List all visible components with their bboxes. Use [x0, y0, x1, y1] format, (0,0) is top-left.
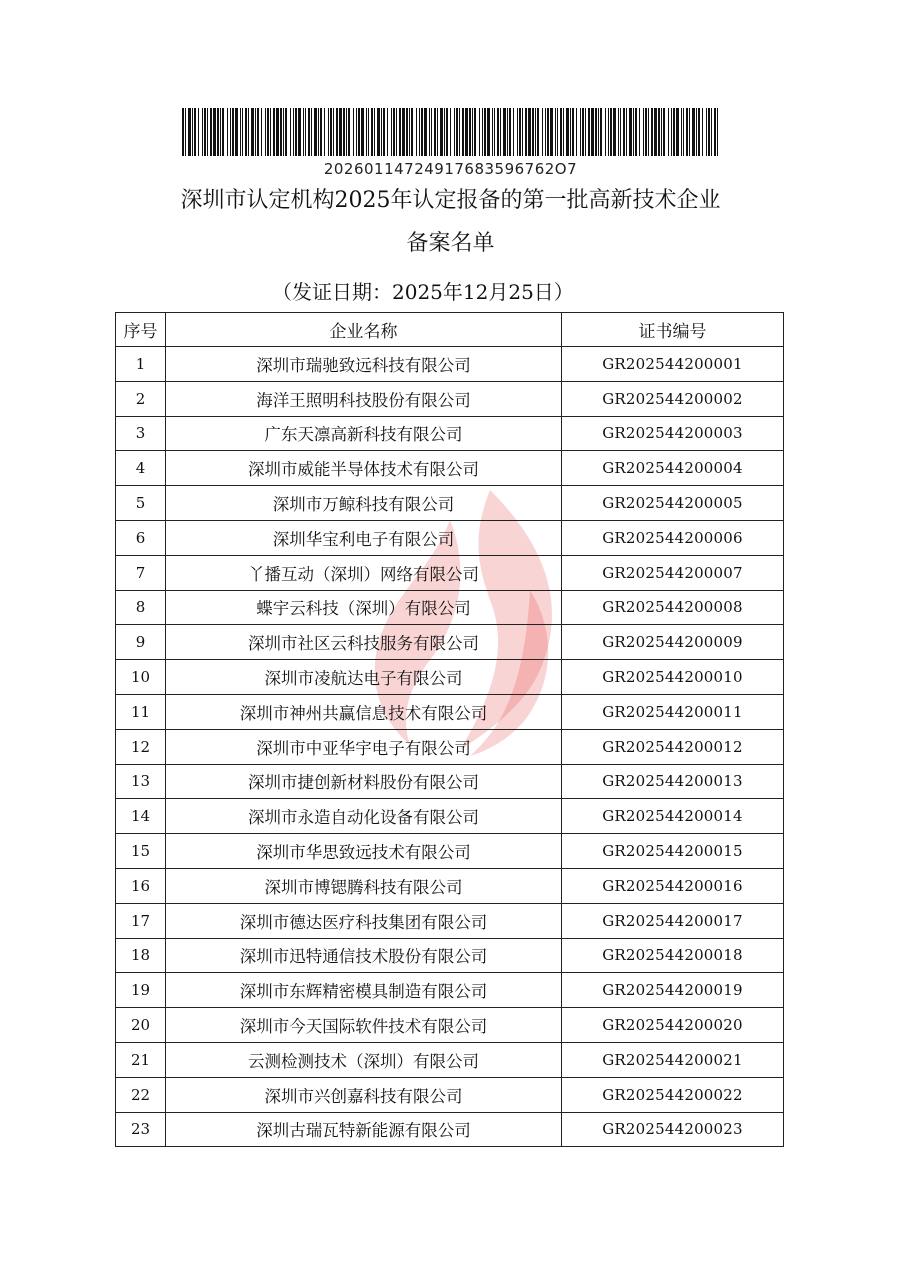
barcode-bar — [608, 108, 609, 156]
cell-serial-number: 12 — [116, 729, 166, 764]
document-title: 深圳市认定机构2025年认定报备的第一批高新技术企业 — [180, 188, 721, 213]
cell-serial-number: 2 — [116, 381, 166, 416]
cell-serial-number: 4 — [116, 451, 166, 486]
table-row — [116, 625, 784, 660]
cell-certificate-number: GR202544200020 — [562, 1008, 784, 1043]
barcode-bar — [525, 108, 527, 156]
barcode-bar — [532, 108, 534, 156]
barcode-bar — [522, 108, 523, 156]
barcode-bar — [507, 108, 508, 156]
barcode-bar — [487, 108, 490, 156]
barcode-bar — [484, 108, 486, 156]
table-row — [116, 903, 784, 938]
cell-certificate-number: GR202544200019 — [562, 973, 784, 1008]
barcode-bar — [298, 108, 301, 156]
barcode-bar — [257, 108, 259, 156]
cell-serial-number: 16 — [116, 868, 166, 903]
barcode-bar — [440, 108, 443, 156]
barcode-bar — [194, 108, 196, 156]
barcode-bar — [620, 108, 621, 156]
cell-serial-number: 1 — [116, 347, 166, 382]
table-row — [116, 729, 784, 764]
barcode-bar — [651, 108, 653, 156]
cell-serial-number: 7 — [116, 555, 166, 590]
barcode-bar — [482, 108, 483, 156]
table-row — [116, 1008, 784, 1043]
barcode-bar — [698, 108, 700, 156]
barcode-bar — [285, 108, 287, 156]
barcode-bar — [192, 108, 193, 156]
barcode-bar — [683, 108, 684, 156]
table-row — [116, 799, 784, 834]
barcode-bar — [356, 108, 357, 156]
barcode-bar — [626, 108, 627, 156]
barcode-bar — [517, 108, 518, 156]
barcode-bar — [293, 108, 294, 156]
barcode-bar — [547, 108, 549, 156]
issue-date: （发证日期：2025年12月25日） — [272, 280, 574, 304]
barcode-bar — [295, 108, 297, 156]
barcode-bar — [339, 108, 342, 156]
cell-enterprise-name: 深圳市今天国际软件技术有限公司 — [166, 1008, 562, 1043]
barcode-bar — [185, 108, 186, 156]
barcode-bar — [308, 108, 310, 156]
table-row — [116, 764, 784, 799]
barcode-bar — [717, 108, 718, 156]
cell-enterprise-name: 云测检测技术（深圳）有限公司 — [166, 1042, 562, 1077]
barcode-bar — [416, 108, 417, 156]
table-row — [116, 938, 784, 973]
barcode-bar — [411, 108, 413, 156]
barcode-bar — [276, 108, 279, 156]
barcode-bar — [576, 108, 577, 156]
table-row — [116, 1042, 784, 1077]
cell-enterprise-name: 深圳市迅特通信技术股份有限公司 — [166, 938, 562, 973]
barcode-bar — [333, 108, 334, 156]
cell-serial-number: 18 — [116, 938, 166, 973]
barcode-bar — [402, 108, 405, 156]
barcode-bar — [635, 108, 637, 156]
barcode-bar — [348, 108, 350, 156]
table-row — [116, 973, 784, 1008]
barcode-bar — [557, 108, 558, 156]
cell-certificate-number: GR202544200005 — [562, 486, 784, 521]
barcode-bar — [528, 108, 531, 156]
cell-enterprise-name: 海洋王照明科技股份有限公司 — [166, 381, 562, 416]
barcode-bar — [314, 108, 317, 156]
barcode-bar — [711, 108, 712, 156]
barcode-bar — [580, 108, 581, 156]
barcode-bar — [371, 108, 373, 156]
header-certificate-number: 证书编号 — [562, 313, 784, 347]
barcode-bar — [434, 108, 436, 156]
barcode-bar — [409, 108, 410, 156]
cell-serial-number: 15 — [116, 834, 166, 869]
cell-serial-number: 9 — [116, 625, 166, 660]
table-row — [116, 416, 784, 451]
barcode-bar — [465, 108, 468, 156]
cell-certificate-number: GR202544200021 — [562, 1042, 784, 1077]
barcode-bar — [519, 108, 521, 156]
barcode — [182, 108, 718, 156]
cell-certificate-number: GR202544200007 — [562, 555, 784, 590]
barcode-number: 20260114724917683596762O7 — [323, 160, 578, 178]
barcode-bar — [450, 108, 451, 156]
barcode-bar — [708, 108, 710, 156]
barcode-bar — [605, 108, 606, 156]
barcode-bar — [654, 108, 657, 156]
cell-enterprise-name: 深圳市华思致远技术有限公司 — [166, 834, 562, 869]
barcode-bar — [280, 108, 282, 156]
barcode-bar — [492, 108, 493, 156]
barcode-bar — [563, 108, 564, 156]
cell-enterprise-name: 深圳市瑞驰致远科技有限公司 — [166, 347, 562, 382]
cell-serial-number: 10 — [116, 660, 166, 695]
barcode-bar — [222, 108, 224, 156]
barcode-bar — [366, 108, 367, 156]
barcode-bar — [353, 108, 354, 156]
barcode-bar — [346, 108, 347, 156]
barcode-bar — [265, 108, 266, 156]
table-row — [116, 451, 784, 486]
barcode-bar — [290, 108, 291, 156]
barcode-bar — [681, 108, 682, 156]
barcode-bar — [591, 108, 594, 156]
barcode-bar — [509, 108, 511, 156]
cell-certificate-number: GR202544200003 — [562, 416, 784, 451]
cell-enterprise-name: 深圳市德达医疗科技集团有限公司 — [166, 903, 562, 938]
cell-certificate-number: GR202544200008 — [562, 590, 784, 625]
cell-enterprise-name: 深圳市万鲸科技有限公司 — [166, 486, 562, 521]
barcode-bar — [242, 108, 243, 156]
barcode-bar — [595, 108, 597, 156]
table-row — [116, 486, 784, 521]
barcode-bar — [387, 108, 388, 156]
barcode-bar — [381, 108, 382, 156]
barcode-bar — [431, 108, 432, 156]
barcode-bar — [673, 108, 675, 156]
barcode-bar — [629, 108, 632, 156]
barcode-bar — [600, 108, 602, 156]
barcode-bar — [273, 108, 275, 156]
barcode-bar — [210, 108, 212, 156]
barcode-bar — [361, 108, 364, 156]
cell-serial-number: 20 — [116, 1008, 166, 1043]
table-row — [116, 694, 784, 729]
table-row — [116, 520, 784, 555]
barcode-bar — [456, 108, 458, 156]
barcode-bar — [240, 108, 241, 156]
barcode-bar — [437, 108, 438, 156]
barcode-bar — [658, 108, 660, 156]
cell-enterprise-name: 深圳市博锶腾科技有限公司 — [166, 868, 562, 903]
barcode-bar — [618, 108, 619, 156]
barcode-bar — [230, 108, 231, 156]
cell-serial-number: 8 — [116, 590, 166, 625]
header-serial-number: 序号 — [116, 313, 166, 347]
cell-enterprise-name: 深圳市捷创新材料股份有限公司 — [166, 764, 562, 799]
barcode-bar — [714, 108, 716, 156]
barcode-bar — [706, 108, 707, 156]
cell-certificate-number: GR202544200015 — [562, 834, 784, 869]
barcode-bar — [399, 108, 401, 156]
barcode-bar — [383, 108, 385, 156]
cell-serial-number: 23 — [116, 1112, 166, 1147]
barcode-bar — [503, 108, 506, 156]
barcode-bar — [429, 108, 430, 156]
table-header-row — [116, 313, 784, 347]
table-row — [116, 555, 784, 590]
barcode-bar — [318, 108, 319, 156]
barcode-bar — [267, 108, 269, 156]
barcode-bar — [645, 108, 647, 156]
barcode-bar — [676, 108, 679, 156]
barcode-bar — [479, 108, 480, 156]
barcode-bar — [232, 108, 234, 156]
cell-certificate-number: GR202544200009 — [562, 625, 784, 660]
cell-serial-number: 5 — [116, 486, 166, 521]
barcode-bar — [182, 108, 184, 156]
barcode-bar — [303, 108, 304, 156]
barcode-bar — [421, 108, 423, 156]
barcode-bar — [555, 108, 556, 156]
barcode-bar — [343, 108, 345, 156]
cell-certificate-number: GR202544200013 — [562, 764, 784, 799]
barcode-bar — [328, 108, 329, 156]
header-enterprise-name: 企业名称 — [166, 313, 562, 347]
cell-certificate-number: GR202544200017 — [562, 903, 784, 938]
cell-enterprise-name: 深圳市威能半导体技术有限公司 — [166, 451, 562, 486]
barcode-bar — [537, 108, 539, 156]
barcode-bar — [217, 108, 219, 156]
cell-certificate-number: GR202544200001 — [562, 347, 784, 382]
cell-enterprise-name: 深圳市东辉精密模具制造有限公司 — [166, 973, 562, 1008]
table-row — [116, 834, 784, 869]
cell-enterprise-name: 广东天凛高新科技有限公司 — [166, 416, 562, 451]
barcode-bar — [588, 108, 590, 156]
barcode-bar — [639, 108, 640, 156]
barcode-bar — [663, 108, 665, 156]
cell-certificate-number: GR202544200018 — [562, 938, 784, 973]
barcode-bar — [671, 108, 672, 156]
barcode-bar — [513, 108, 514, 156]
barcode-bar — [358, 108, 360, 156]
barcode-bar — [391, 108, 392, 156]
cell-serial-number: 14 — [116, 799, 166, 834]
barcode-bar — [424, 108, 427, 156]
barcode-bar — [550, 108, 553, 156]
barcode-bar — [572, 108, 574, 156]
cell-serial-number: 22 — [116, 1077, 166, 1112]
cell-serial-number: 17 — [116, 903, 166, 938]
barcode-bar — [643, 108, 644, 156]
barcode-graphic — [182, 108, 718, 156]
barcode-bar — [227, 108, 228, 156]
cell-enterprise-name: 深圳市社区云科技服务有限公司 — [166, 625, 562, 660]
barcode-bar — [474, 108, 476, 156]
barcode-bar — [692, 108, 695, 156]
barcode-bar — [374, 108, 375, 156]
barcode-bar — [446, 108, 448, 156]
cell-serial-number: 13 — [116, 764, 166, 799]
cell-serial-number: 21 — [116, 1042, 166, 1077]
cell-enterprise-name: 深圳市神州共赢信息技术有限公司 — [166, 694, 562, 729]
barcode-bar — [261, 108, 262, 156]
barcode-bar — [377, 108, 380, 156]
barcode-bar — [419, 108, 420, 156]
barcode-bar — [202, 108, 203, 156]
cell-certificate-number: GR202544200016 — [562, 868, 784, 903]
cell-certificate-number: GR202544200023 — [562, 1112, 784, 1147]
barcode-bar — [613, 108, 616, 156]
barcode-bar — [454, 108, 455, 156]
cell-certificate-number: GR202544200022 — [562, 1077, 784, 1112]
barcode-bar — [500, 108, 501, 156]
table-row — [116, 868, 784, 903]
cell-serial-number: 19 — [116, 973, 166, 1008]
barcode-bar — [648, 108, 649, 156]
cell-enterprise-name: 深圳市凌航达电子有限公司 — [166, 660, 562, 695]
table-row — [116, 1112, 784, 1147]
cell-certificate-number: GR202544200006 — [562, 520, 784, 555]
cell-serial-number: 11 — [116, 694, 166, 729]
table-row — [116, 590, 784, 625]
barcode-bar — [689, 108, 690, 156]
barcode-bar — [444, 108, 445, 156]
barcode-bar — [248, 108, 249, 156]
barcode-bar — [235, 108, 238, 156]
barcode-bar — [598, 108, 599, 156]
barcode-bar — [462, 108, 464, 156]
document-subtitle: 备案名单 — [406, 231, 495, 256]
barcode-bar — [686, 108, 688, 156]
barcode-bar — [368, 108, 369, 156]
enterprise-table — [115, 312, 784, 1147]
barcode-bar — [324, 108, 325, 156]
cell-enterprise-name: 蝶宇云科技（深圳）有限公司 — [166, 590, 562, 625]
barcode-bar — [198, 108, 199, 156]
barcode-bar — [336, 108, 338, 156]
cell-enterprise-name: 深圳市永造自动化设备有限公司 — [166, 799, 562, 834]
barcode-bar — [270, 108, 271, 156]
barcode-bar — [245, 108, 247, 156]
cell-enterprise-name: 丫播互动（深圳）网络有限公司 — [166, 555, 562, 590]
barcode-bar — [406, 108, 408, 156]
table-row — [116, 347, 784, 382]
barcode-bar — [610, 108, 612, 156]
barcode-bar — [661, 108, 662, 156]
barcode-bar — [535, 108, 536, 156]
cell-certificate-number: GR202544200011 — [562, 694, 784, 729]
table-row — [116, 1077, 784, 1112]
barcode-bar — [255, 108, 256, 156]
cell-certificate-number: GR202544200010 — [562, 660, 784, 695]
cell-serial-number: 6 — [116, 520, 166, 555]
barcode-bar — [393, 108, 395, 156]
barcode-bar — [494, 108, 495, 156]
barcode-bar — [566, 108, 569, 156]
barcode-bar — [283, 108, 284, 156]
barcode-bar — [305, 108, 306, 156]
barcode-bar — [696, 108, 697, 156]
barcode-bar — [207, 108, 208, 156]
barcode-bar — [213, 108, 216, 156]
barcode-bar — [702, 108, 703, 156]
barcode-bar — [396, 108, 397, 156]
cell-enterprise-name: 深圳古瑞瓦特新能源有限公司 — [166, 1112, 562, 1147]
barcode-bar — [560, 108, 562, 156]
cell-certificate-number: GR202544200002 — [562, 381, 784, 416]
barcode-bar — [204, 108, 206, 156]
cell-enterprise-name: 深圳市兴创嘉科技有限公司 — [166, 1077, 562, 1112]
barcode-bar — [545, 108, 546, 156]
barcode-bar — [459, 108, 460, 156]
barcode-bar — [469, 108, 471, 156]
barcode-bar — [570, 108, 571, 156]
barcode-bar — [668, 108, 669, 156]
barcode-bar — [472, 108, 473, 156]
barcode-bar — [623, 108, 625, 156]
barcode-bar — [311, 108, 312, 156]
cell-enterprise-name: 深圳华宝利电子有限公司 — [166, 520, 562, 555]
barcode-bar — [497, 108, 499, 156]
barcode-bar — [330, 108, 332, 156]
barcode-bar — [633, 108, 634, 156]
cell-enterprise-name: 深圳市中亚华宇电子有限公司 — [166, 729, 562, 764]
barcode-bar — [251, 108, 254, 156]
barcode-bar — [188, 108, 191, 156]
barcode-bar — [582, 108, 584, 156]
barcode-bar — [220, 108, 221, 156]
barcode-bar — [320, 108, 322, 156]
cell-certificate-number: GR202544200012 — [562, 729, 784, 764]
table-row — [116, 381, 784, 416]
barcode-bar — [542, 108, 543, 156]
barcode-bar — [585, 108, 586, 156]
cell-certificate-number: GR202544200004 — [562, 451, 784, 486]
table-row — [116, 660, 784, 695]
cell-serial-number: 3 — [116, 416, 166, 451]
cell-certificate-number: GR202544200014 — [562, 799, 784, 834]
